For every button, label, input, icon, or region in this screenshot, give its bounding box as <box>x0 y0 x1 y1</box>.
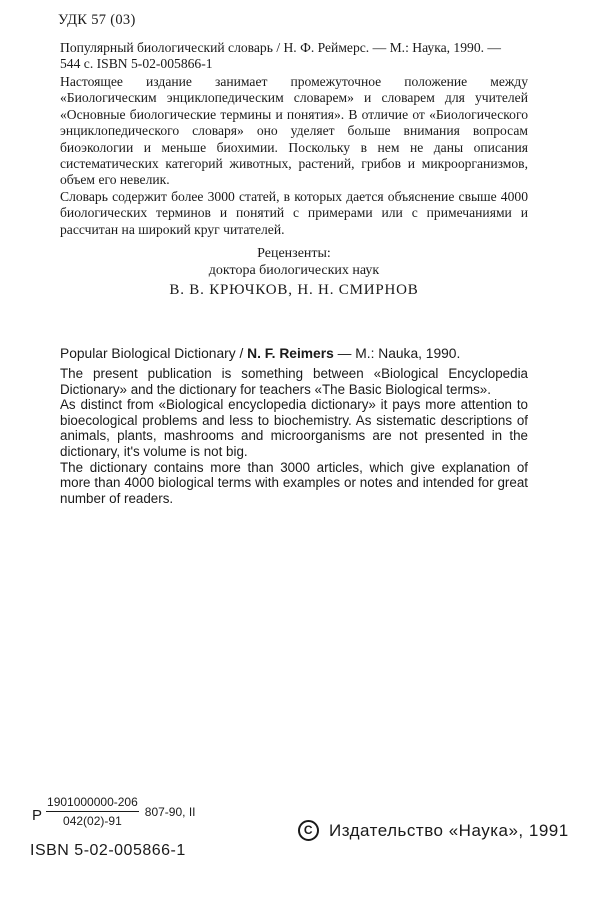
bibliographic-entry-ru <box>60 40 528 73</box>
reviewers-names: В. В. КРЮЧКОВ, Н. Н. СМИРНОВ <box>169 282 419 298</box>
copyright-line <box>298 820 569 841</box>
isbn-number: ISBN 5-02-005866-1 <box>30 842 186 859</box>
reviewers-subtitle: доктора биологических наук <box>208 263 380 278</box>
abstract-en-paragraph: The dictionary contains more than 3000 articles, which give explanation of more than 4000 biological terms with examples or notes and intended for great number of readers. <box>60 459 528 506</box>
code-tail: 807-90, II <box>144 804 196 819</box>
copyright-text: Издательство «Наука», 1991 <box>329 820 569 840</box>
biblio-ru-line-1: Популярный биологический словарь / Н. Ф. Реймерс. — М.: Наука, 1990. — <box>60 40 502 55</box>
code-letter: Р <box>32 807 43 824</box>
abstract-ru-paragraph: Настоящее издание занимает промежуточное положение между «Биологическим энциклопедическим словарем» и словарем для учителей «Основные биологические термины и понятия». В отличие от «Биологического энциклопедического словаря» оно уделяет больше внимания вопросам биоэкологии и меньше биохимии. Поскольку в нем не даны описания систематических категорий животных, растений, грибов и микроорганизмов, объем его невелик. <box>60 74 528 188</box>
code-fraction <box>46 795 139 828</box>
copyright-icon: C <box>298 820 319 841</box>
biblio-ru-line-2: 544 с. ISBN 5-02-005866-1 <box>60 56 213 72</box>
reviewers-title: Рецензенты: <box>257 246 331 261</box>
publication-code <box>32 795 195 828</box>
biblio-en-author: N. F. Reimers <box>247 346 334 361</box>
code-numerator: 1901000000-206 <box>46 795 139 812</box>
bibliographic-entry-en <box>60 346 528 361</box>
abstract-ru <box>60 74 528 238</box>
abstract-en-paragraph: As distinct from «Biological encyclopedia dictionary» it pays more attention to bioecological problems and less to biochemistry. As sistematic descriptions of animals, plants, mashrooms and microorganisms are not presented in the dictionary, it's volume is not big. <box>60 397 528 459</box>
biblio-en-prefix: Popular Biological Dictionary / <box>60 346 248 361</box>
biblio-en-suffix: — M.: Nauka, 1990. <box>333 346 461 361</box>
abstract-ru-paragraph: Словарь содержит более 3000 статей, в которых дается объяснение свыше 4000 биологических терминов и понятий с примерами или с примечаниями и рассчитан на широкий круг читателей. <box>60 188 528 237</box>
reviewers-section <box>60 245 528 299</box>
abstract-en <box>60 366 528 506</box>
code-denominator: 042(02)-91 <box>63 814 122 828</box>
udk-code: УДК 57 (03) <box>58 12 136 28</box>
abstract-en-paragraph: The present publication is something between «Biological Encyclopedia Dictionary» and the dictionary for teachers «The Basic Biological terms». <box>60 366 528 397</box>
